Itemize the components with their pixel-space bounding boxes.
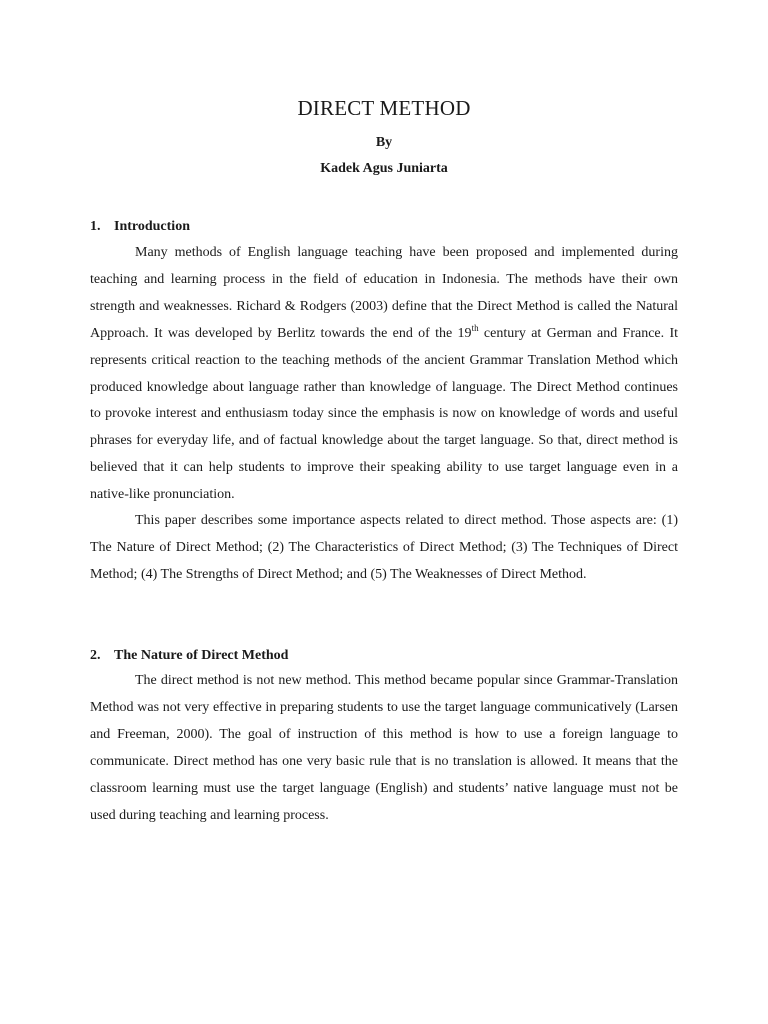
- paragraph-nature-1: The direct method is not new method. This method became popular since Grammar-Translation Method was not very effective in preparing students to use the target language communicatively (Larsen and Freeman, 2000). The goal of instruction of this method is how to use a foreign language to communicate. Direct method has one very basic rule that is no translation is allowed. It means that the classroom learning must use the target language (English) and students’ native language must not be used during teaching and learning process.: [90, 673, 678, 823]
- section-title: Introduction: [114, 219, 190, 234]
- author-name: Kadek Agus Juniarta: [320, 161, 448, 176]
- document-title: DIRECT METHOD: [297, 96, 471, 120]
- section-number: 1.: [90, 219, 101, 234]
- by-label: By: [375, 135, 393, 150]
- ordinal-superscript: th: [471, 322, 479, 333]
- section-heading-introduction: [90, 217, 680, 237]
- section-title: The Nature of Direct Method: [114, 648, 289, 663]
- paragraph-introduction-2: This paper describes some importance aspects related to direct method. Those aspects are: (1) The Nature of Direct Method; (2) The Characteristics of Direct Method; (3) The Techniques of Direct Method; (4) The Strengths of Direct Method; and (5) The Weaknesses of Direct Method.: [90, 513, 678, 582]
- section-number: 2.: [90, 648, 101, 663]
- paragraph-text: Many methods of English language teaching have been proposed and implemented during teaching and learning process in the field of education in Indonesia. The methods have their own strength and weaknesses. Richard & Rodgers (2003) define that the Direct Method is called the Natural Approach. It was developed by Berlitz towards the end of the 19: [90, 245, 678, 341]
- section-heading-nature: [90, 646, 680, 666]
- paragraph-introduction-1: [90, 240, 678, 509]
- paragraph-text-continued: century at German and France. It represents critical reaction to the teaching methods of the ancient Grammar Translation Method which produced knowledge about language rather than knowledge of language. The Direct Method continues to provoke interest and enthusiasm today since the emphasis is now on knowledge of words and useful phrases for everyday life, and of factual knowledge about the target language. So that, direct method is believed that it can help students to improve their speaking ability to use target language even in a native-like pronunciation.: [90, 325, 679, 503]
